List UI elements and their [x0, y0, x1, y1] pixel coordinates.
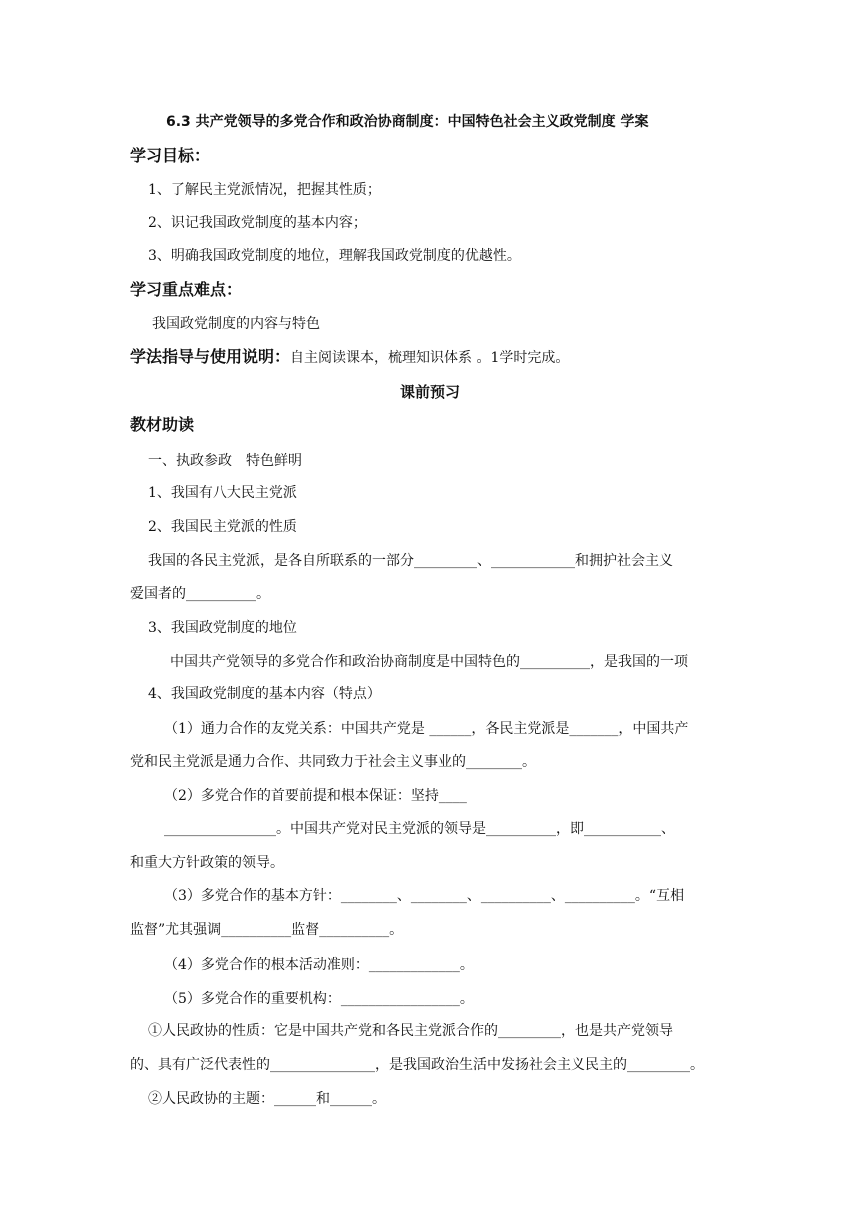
- text-line: （4）多党合作的根本活动准则：_____________。: [164, 957, 474, 973]
- objective-item: 1、了解民主党派情况，把握其性质；: [148, 182, 381, 198]
- text-line: 和重大方针政策的领导。: [130, 855, 284, 871]
- objective-item: 2、识记我国政党制度的基本内容；: [148, 215, 367, 231]
- preview-heading: 课前预习: [399, 383, 460, 401]
- document-content: [130, 0, 730, 1216]
- document-title: 6.3 共产党领导的多党合作和政治协商制度：中国特色社会主义政党制度 学案: [166, 114, 649, 130]
- text-line: 我国的各民主党派，是各自所联系的一部分_________、____________和拥护社会主义: [148, 553, 673, 569]
- text-line: 4、我国政党制度的基本内容（特点）: [148, 686, 381, 702]
- text-line: 的、具有广泛代表性的_______________，是我国政治生活中发扬社会主义民主的_________。: [130, 1057, 704, 1073]
- method-line: [130, 347, 569, 368]
- text-line: （5）多党合作的重要机构：_________________。: [164, 991, 474, 1007]
- text-line: 党和民主党派是通力合作、共同致力于社会主义事业的________。: [130, 754, 536, 770]
- text-line: 2、我国民主党派的性质: [148, 519, 297, 535]
- text-line: 1、我国有八大民主党派: [148, 485, 297, 501]
- method-text: 自主阅读课本，梳理知识体系 。1学时完成。: [290, 350, 570, 366]
- section-one-heading: 一、执政参政 特色鲜明: [148, 453, 302, 469]
- method-heading: 学法指导与使用说明：: [130, 347, 291, 366]
- text-line: 3、我国政党制度的地位: [148, 620, 297, 636]
- text-line: ________________。中国共产党对民主党派的领导是__________，即___________、: [164, 821, 675, 837]
- key-points-text: 我国政党制度的内容与特色: [152, 316, 320, 332]
- text-line: （3）多党合作的基本方针：________、________、__________、__________。“互相: [164, 888, 685, 904]
- text-line: 监督”尤其强调__________监督__________。: [130, 922, 404, 938]
- textbook-heading: 教材助读: [130, 415, 195, 434]
- text-line: 中国共产党领导的多党合作和政治协商制度是中国特色的__________，是我国的一项: [170, 654, 688, 670]
- text-line: （2）多党合作的首要前提和根本保证：坚持____: [164, 788, 467, 804]
- text-line: 爱国者的__________。: [130, 586, 270, 602]
- objectives-heading: 学习目标：: [130, 146, 211, 165]
- text-line: ②人民政协的主题：______和______。: [148, 1091, 386, 1107]
- text-line: （1）通力合作的友党关系：中国共产党是 ______，各民主党派是_______，中国共产: [164, 721, 689, 737]
- objective-item: 3、明确我国政党制度的地位，理解我国政党制度的优越性。: [148, 248, 521, 264]
- text-line: ①人民政协的性质：它是中国共产党和各民主党派合作的_________，也是共产党领导: [148, 1023, 673, 1039]
- key-points-heading: 学习重点难点：: [130, 280, 243, 299]
